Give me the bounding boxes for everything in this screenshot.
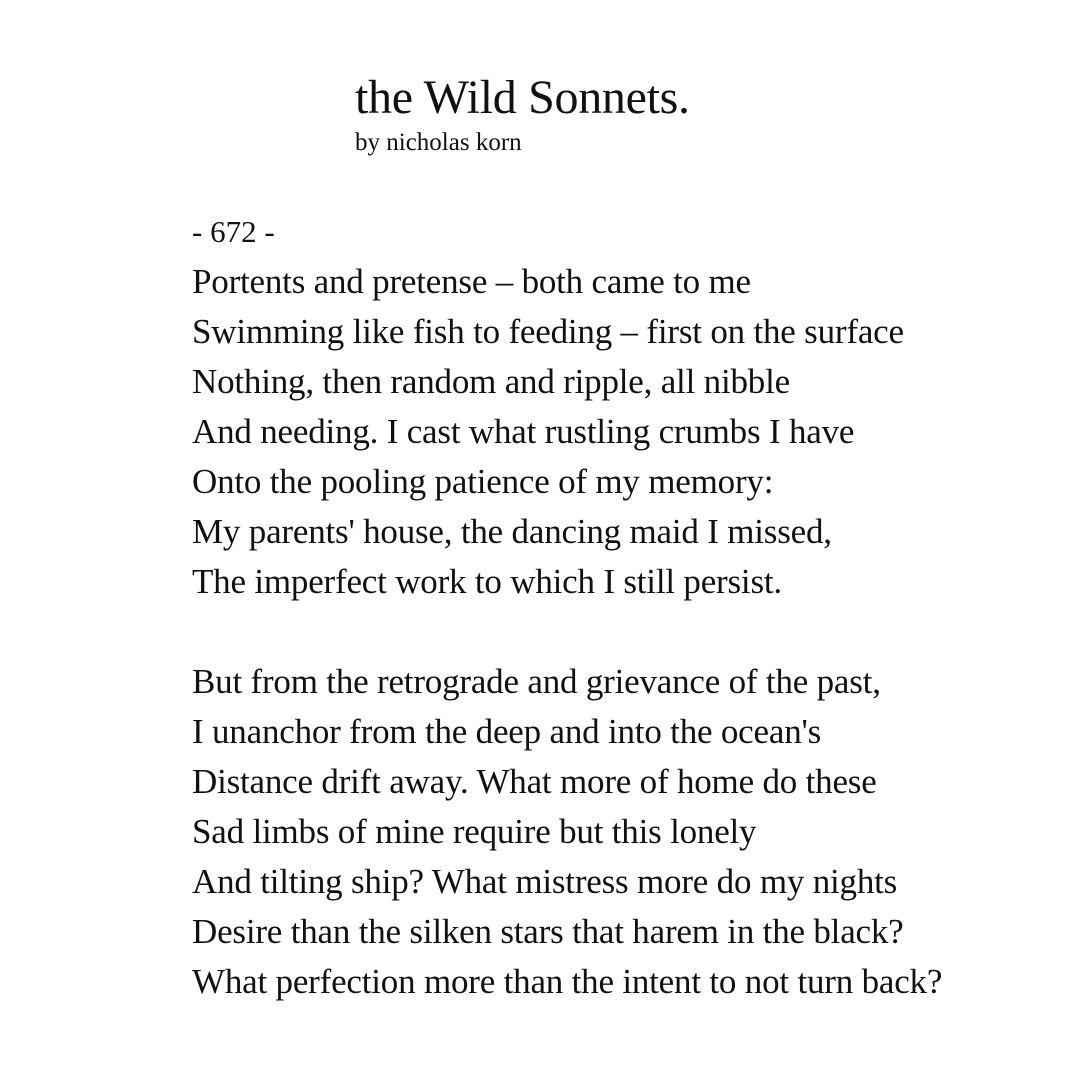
poem-line: Swimming like fish to feeding – first on the surface — [192, 312, 904, 351]
page-title: the Wild Sonnets. — [355, 71, 690, 124]
author-byline: by nicholas korn — [355, 129, 522, 156]
poem-line: And needing. I cast what rustling crumbs I have — [192, 412, 855, 451]
sonnet-number: - 672 - — [192, 214, 275, 249]
poem-line: The imperfect work to which I still persist. — [192, 562, 782, 601]
header — [355, 70, 690, 158]
poem-line: Nothing, then random and ripple, all nibble — [192, 362, 790, 401]
poem-line: Desire than the silken stars that harem in the black? — [192, 912, 904, 951]
poem-line: What perfection more than the intent to not turn back? — [192, 962, 943, 1001]
poem-line: My parents' house, the dancing maid I missed, — [192, 512, 832, 551]
stanza-1 — [192, 257, 1072, 607]
stanza-2 — [192, 657, 1072, 1007]
poem-line: Portents and pretense – both came to me — [192, 262, 751, 301]
poem-line: Sad limbs of mine require but this lonely — [192, 812, 757, 851]
poem — [192, 207, 1072, 1007]
poem-line: I unanchor from the deep and into the ocean's — [192, 712, 822, 751]
poem-line: Distance drift away. What more of home do these — [192, 762, 877, 801]
poem-line: But from the retrograde and grievance of the past, — [192, 662, 881, 701]
poem-line: Onto the pooling patience of my memory: — [192, 462, 774, 501]
poem-line: And tilting ship? What mistress more do my nights — [192, 862, 898, 901]
